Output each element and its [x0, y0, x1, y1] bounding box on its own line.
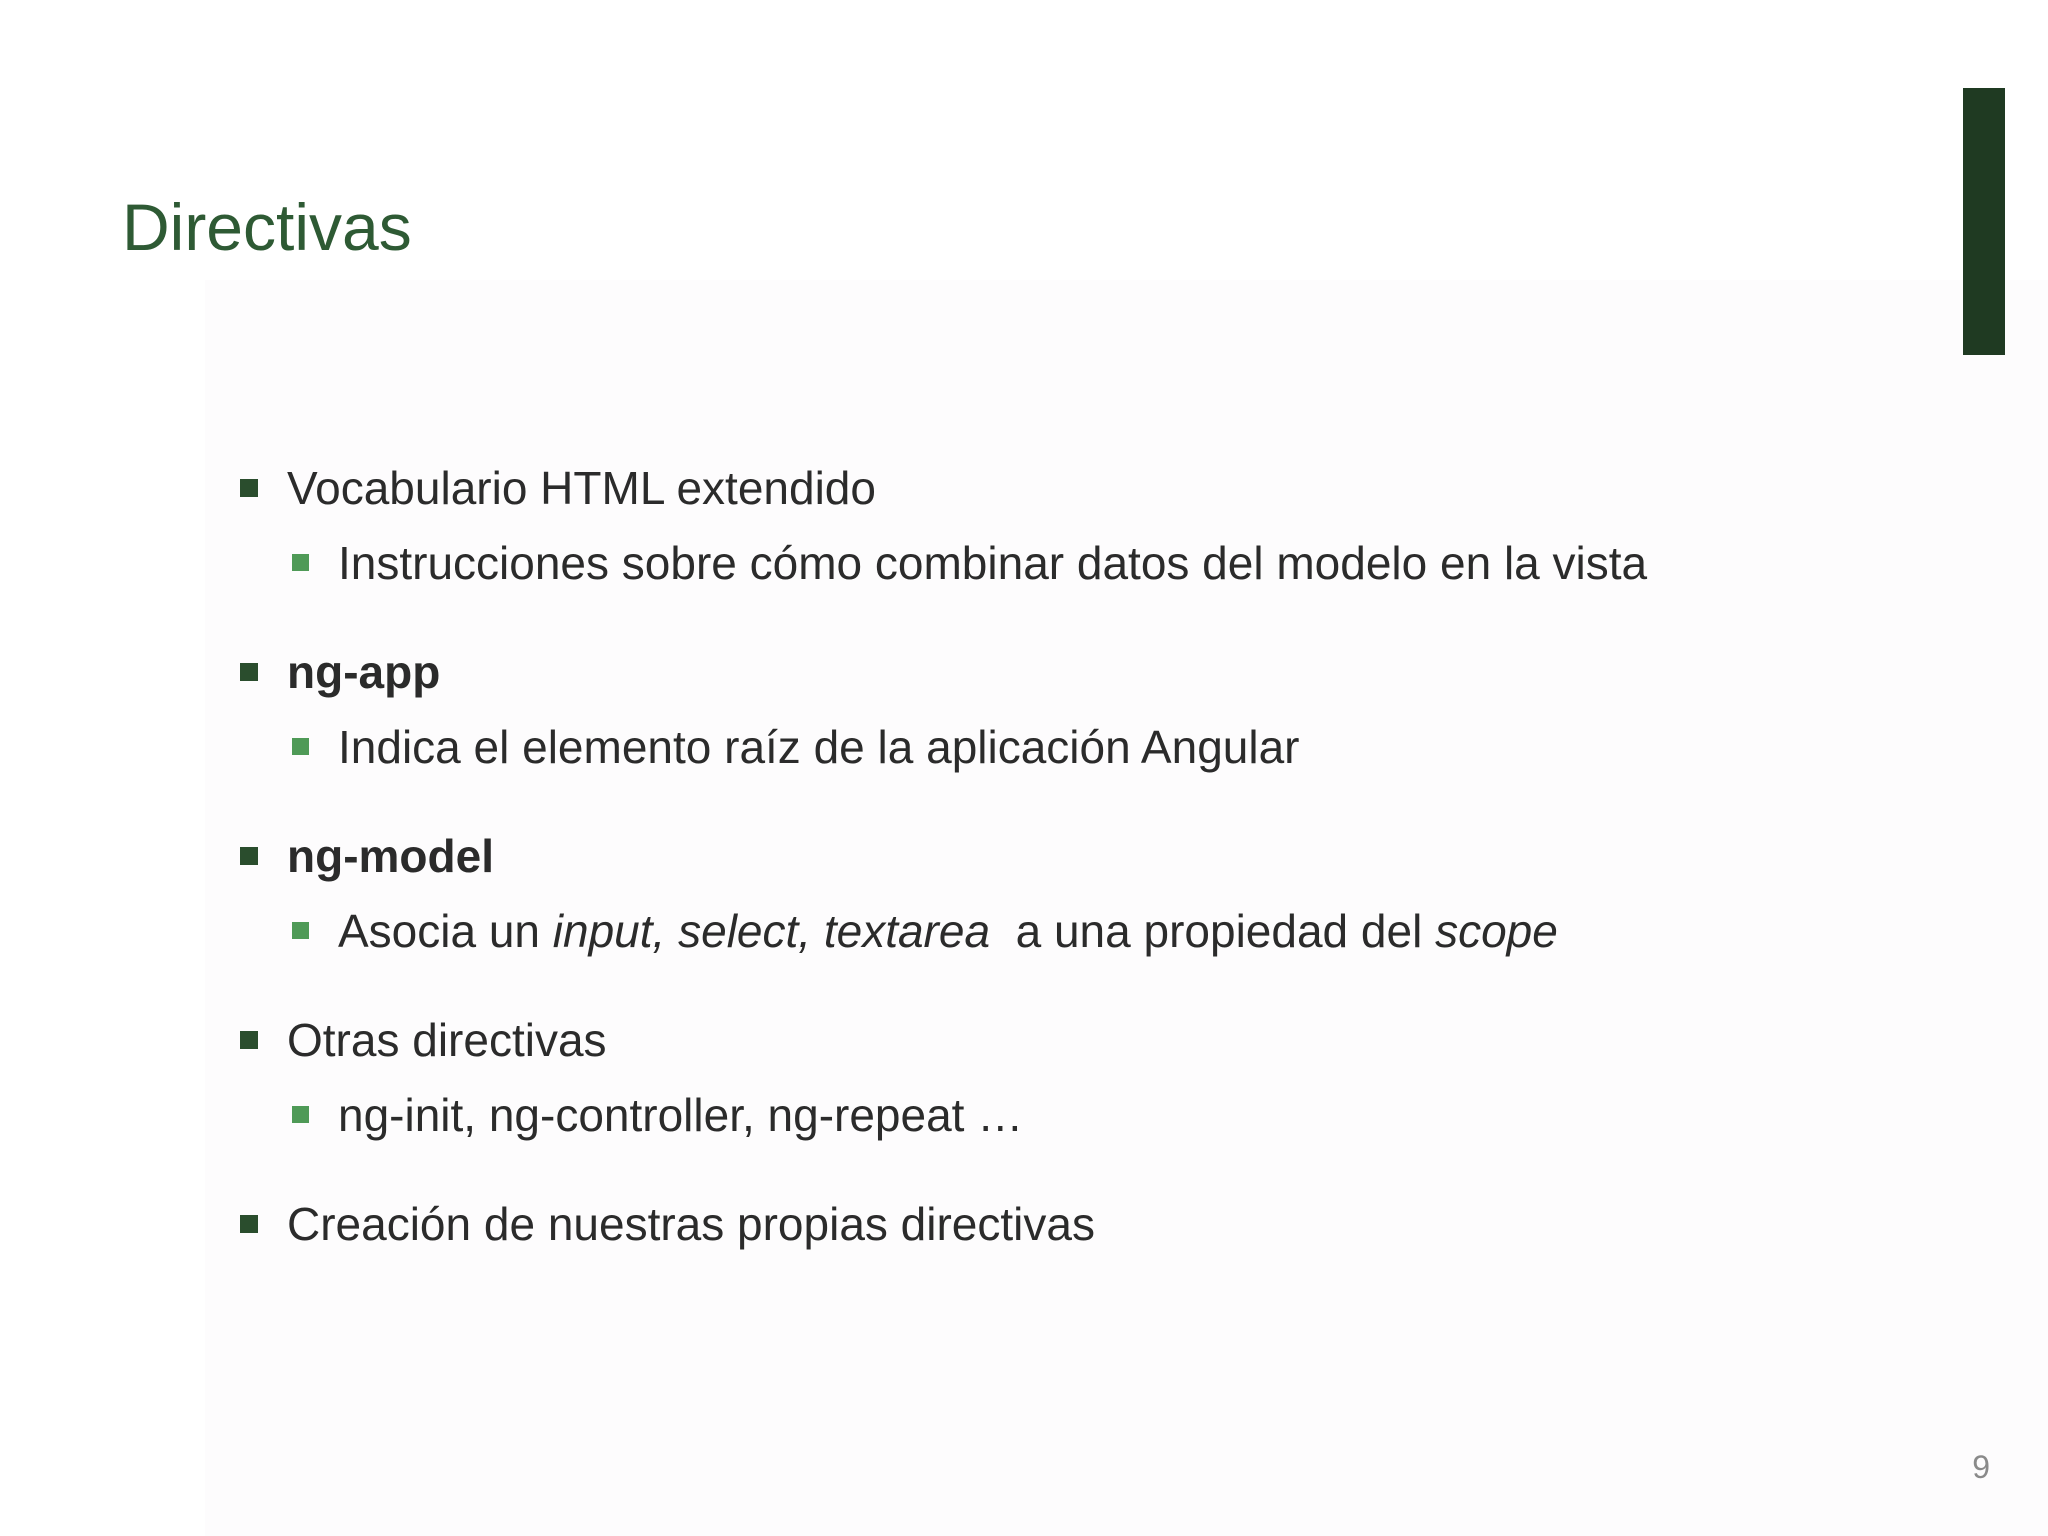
sub-bullet-square-icon [292, 738, 309, 755]
bullet-item: Creación de nuestras propias directivas [287, 1198, 1095, 1250]
sub-bullet-text-italic: input, select, textarea [552, 905, 991, 957]
sub-bullet-square-icon [292, 922, 309, 939]
sub-bullet-text-prefix: Asocia un [338, 905, 553, 957]
sub-bullet-item: Indica el elemento raíz de la aplicación Angular [338, 721, 1300, 773]
bullet-square-icon [240, 847, 258, 865]
sub-bullet-item [338, 903, 1558, 959]
sub-bullet-text-italic: scope [1435, 905, 1558, 957]
slide-title: Directivas [122, 190, 412, 264]
bullet-item: ng-app [287, 646, 441, 698]
bullet-item: Vocabulario HTML extendido [287, 462, 876, 514]
sub-bullet-square-icon [292, 1106, 309, 1123]
bullet-item: ng-model [287, 830, 494, 882]
bullet-item: Otras directivas [287, 1014, 607, 1066]
sub-bullet-item: Instrucciones sobre cómo combinar datos del modelo en la vista [338, 537, 1648, 589]
bullet-square-icon [240, 479, 258, 497]
sub-bullet-item: ng-init, ng-controller, ng-repeat … [338, 1089, 1024, 1141]
bullet-square-icon [240, 1031, 258, 1049]
accent-bar [1963, 88, 2005, 355]
sub-bullet-square-icon [292, 554, 309, 571]
bullet-square-icon [240, 663, 258, 681]
bullet-square-icon [240, 1215, 258, 1233]
page-number: 9 [1972, 1449, 1990, 1485]
sub-bullet-text-middle: a una propiedad del [990, 905, 1436, 957]
